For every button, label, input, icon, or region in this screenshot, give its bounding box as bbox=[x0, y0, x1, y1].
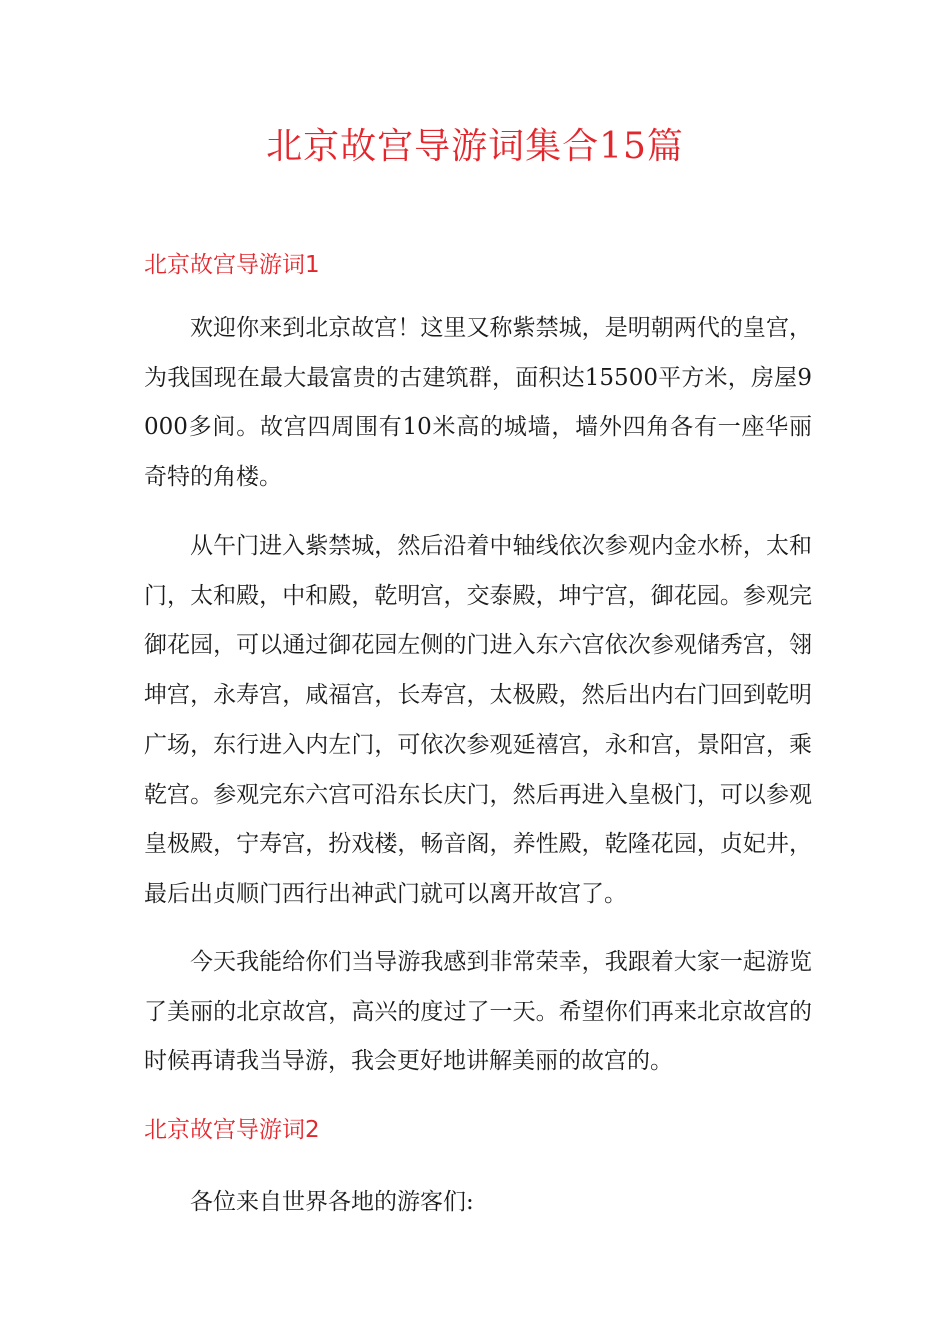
section-heading-1: 北京故宫导游词1 bbox=[144, 252, 320, 278]
section-heading-2: 北京故宫导游词2 bbox=[144, 1117, 320, 1143]
document-title: 北京故宫导游词集合15篇 bbox=[266, 126, 684, 167]
paragraph-1-2: 从午门进入紫禁城，然后沿着中轴线依次参观内金水桥，太和门，太和殿，中和殿，乾明宫，交泰殿，坤宁宫，御花园。参观完御花园，可以通过御花园左侧的门进入东六宫依次参观储秀宫，翎坤宫，永寿宫，咸福宫，长寿宫，太极殿，然后出内右门回到乾明广场，东行进入内左门，可依次参观延禧宫，永和宫，景阳宫，乘乾宫。参观完东六宫可沿东长庆门，然后再进入皇极门，可以参观皇极殿，宁寿宫，扮戏楼，畅音阁，养性殿，乾隆花园，贞妃井，最后出贞顺门西行出神武门就可以离开故宫了。 bbox=[144, 533, 812, 907]
paragraph-2-1: 各位来自世界各地的游客们: bbox=[190, 1189, 474, 1215]
paragraph-1-3: 今天我能给你们当导游我感到非常荣幸，我跟着大家一起游览了美丽的北京故宫，高兴的度过了一天。希望你们再来北京故宫的时候再请我当导游，我会更好地讲解美丽的故宫的。 bbox=[144, 949, 812, 1075]
paragraph-1-1: 欢迎你来到北京故宫！这里又称紫禁城，是明朝两代的皇宫，为我国现在最大最富贵的古建筑群，面积达15500平方米，房屋9000多间。故宫四周围有10米高的城墙，墙外四角各有一座华丽奇特的角楼。 bbox=[144, 315, 812, 491]
